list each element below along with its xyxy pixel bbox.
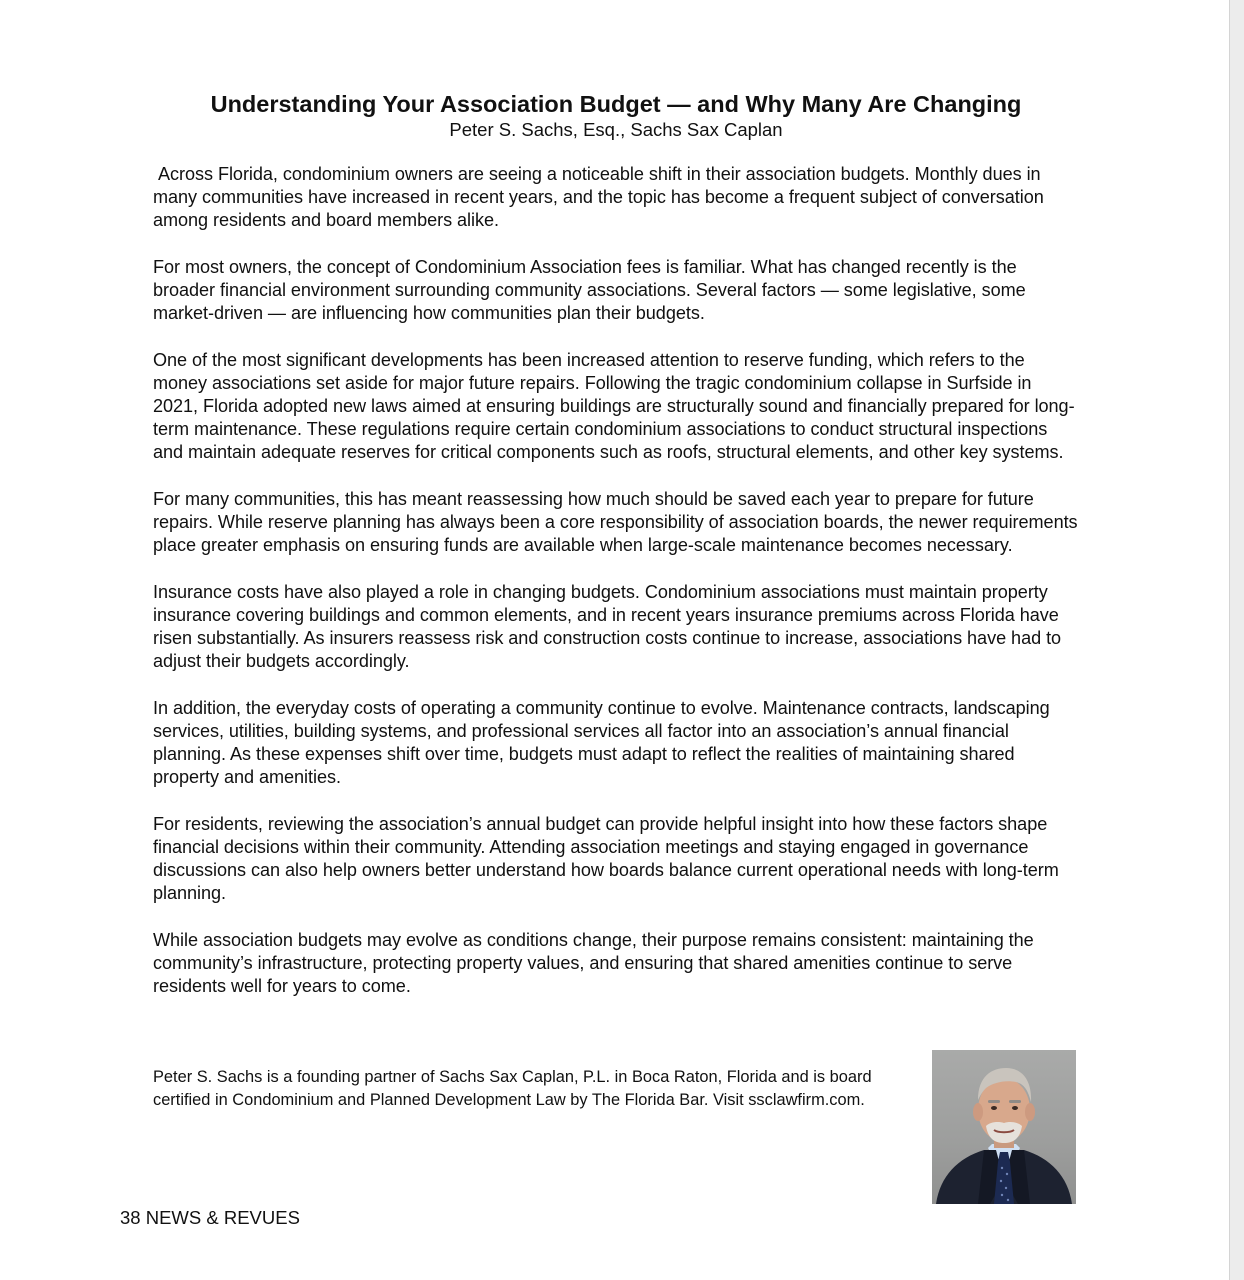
author-photo	[932, 1050, 1076, 1204]
article-paragraph: While association budgets may evolve as conditions change, their purpose remains consistent: maintaining the community’s infrastructure, protecting property values, and ensuring that shared amenities continue to serve residents well for years to come.	[153, 929, 1034, 996]
article-paragraph: For most owners, the concept of Condominium Association fees is familiar. What has changed recently is the broader financial environment surrounding community associations. Several factors — some legislative, some market-driven — are influencing how communities plan their budgets.	[153, 256, 1026, 324]
author-bio: Peter S. Sachs is a founding partner of Sachs Sax Caplan, P.L. in Boca Raton, Florida and is board certified in Condominium and Planned Development Law by The Florida Bar. Visit ssclawfirm.com.	[153, 1068, 872, 1109]
article-paragraph: Across Florida, condominium owners are seeing a noticeable shift in their association budgets. Monthly dues in many communities have increased in recent years, and the topic has become a frequent subject of conversation among residents and board members alike.	[153, 164, 1049, 231]
article-body	[153, 163, 1081, 1021]
page-footer: 38 NEWS & REVUES	[120, 1207, 300, 1228]
article-paragraph: For residents, reviewing the association’s annual budget can provide helpful insight into how these factors shape financial decisions within their community. Attending association meetings and staying engaged in governance discussions can also help owners better understand how boards balance current operational needs with long-term planning.	[153, 813, 1059, 904]
article-paragraph: For many communities, this has meant reassessing how much should be saved each year to prepare for future repairs. While reserve planning has always been a core responsibility of association boards, the newer requirements place greater emphasis on ensuring funds are available when large-scale maintenance becomes necessary.	[153, 488, 1078, 556]
article-paragraph: One of the most significant developments has been increased attention to reserve funding, which refers to the money associations set aside for major future repairs. Following the tragic condominium collapse in Surfside in 2021, Florida adopted new laws aimed at ensuring buildings are structurally sound and financially prepared for long-term maintenance. These regulations require certain condominium associations to conduct structural inspections and maintain adequate reserves for critical components such as roofs, structural elements, and other key systems.	[153, 349, 1075, 463]
article-paragraph: In addition, the everyday costs of operating a community continue to evolve. Maintenance contracts, landscaping services, utilities, building systems, and professional services all factor into an association’s annual financial planning. As these expenses shift over time, budgets must adapt to reflect the realities of maintaining shared property and amenities.	[153, 697, 1050, 788]
author-portrait-image	[932, 1050, 1076, 1204]
page-edge	[1229, 0, 1244, 1280]
article-paragraph: Insurance costs have also played a role in changing budgets. Condominium associations must maintain property insurance covering buildings and common elements, and in recent years insurance premiums across Florida have risen substantially. As insurers reassess risk and construction costs continue to increase, associations have had to adjust their budgets accordingly.	[153, 581, 1062, 672]
article-title: Understanding Your Association Budget — and Why Many Are Changing	[210, 91, 1022, 117]
article-byline: Peter S. Sachs, Esq., Sachs Sax Caplan	[449, 119, 783, 140]
